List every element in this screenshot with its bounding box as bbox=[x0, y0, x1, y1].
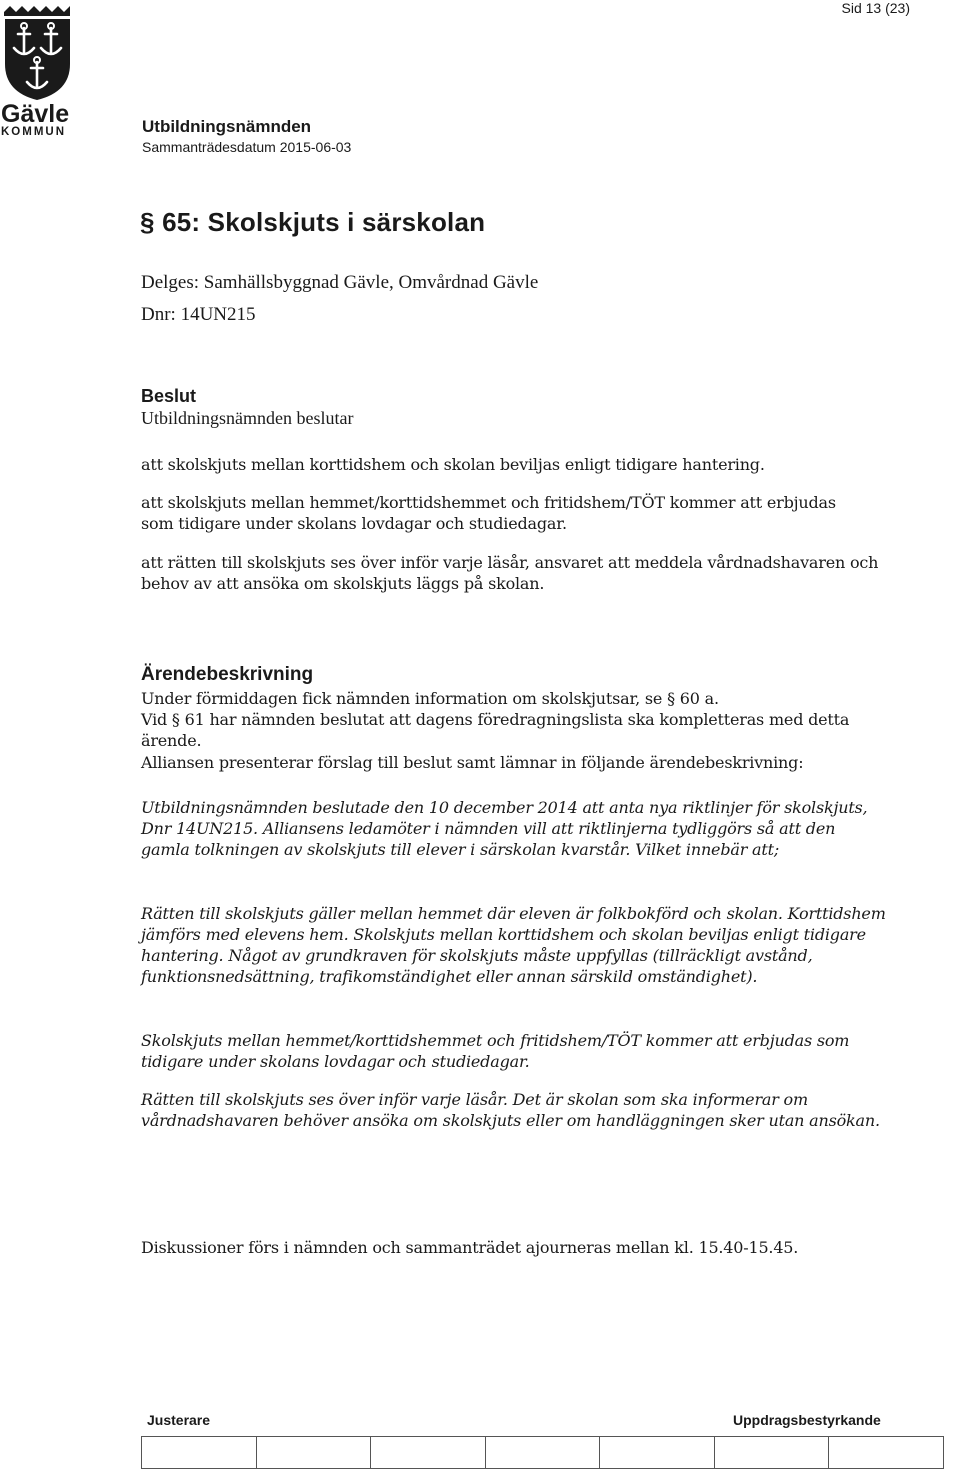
signature-box[interactable] bbox=[829, 1437, 944, 1469]
signature-boxes bbox=[141, 1436, 944, 1469]
signature-box[interactable] bbox=[485, 1437, 600, 1469]
section-title: § 65: Skolskjuts i särskolan bbox=[140, 207, 486, 237]
arende-line: Alliansen presenterar förslag till beslut samt lämnar in följande ärendebeskrivning: bbox=[141, 753, 804, 772]
arende-line: Under förmiddagen fick nämnden information om skolskjutsar, se § 60 a. bbox=[141, 689, 719, 708]
closing-line: Diskussioner förs i nämnden och sammanträdet ajourneras mellan kl. 15.40-15.45. bbox=[141, 1238, 799, 1257]
arende-heading: Ärendebeskrivning bbox=[141, 664, 314, 685]
signature-box[interactable] bbox=[256, 1437, 371, 1469]
beslut-intro: Utbildningsnämnden beslutar bbox=[141, 408, 354, 428]
signature-box[interactable] bbox=[600, 1437, 715, 1469]
quote-paragraph: Skolskjuts mellan hemmet/korttidshemmet och fritidshem/TÖT kommer att erbjudas som tidigare under skolans lovdagar och studiedagar. bbox=[141, 1031, 850, 1071]
quote-paragraph: Utbildningsnämnden beslutade den 10 december 2014 att anta nya riktlinjer för skolskjuts, Dnr 14UN215. Alliansens ledamöter i nämnden vill att riktlinjerna tydliggörs så att den gamla tolkningen av skolskjuts till elever i särskolan kvarstår. Vilket innebär att; bbox=[141, 798, 868, 859]
logo-name: Gävle bbox=[1, 100, 70, 128]
uppdragsbestyrkande-label: Uppdragsbestyrkande bbox=[733, 1412, 881, 1428]
arende-line: Vid § 61 har nämnden beslutat att dagens föredragningslista ska kompletteras med detta ärende. bbox=[141, 710, 850, 750]
beslut-item: att skolskjuts mellan hemmet/korttidshemmet och fritidshem/TÖT kommer att erbjudas som tidigare under skolans lovdagar och studiedagar. bbox=[141, 493, 836, 533]
beslut-item: att rätten till skolskjuts ses över inför varje läsår, ansvaret att meddela vårdnadshavaren och behov av att ansöka om skolskjuts läggs på skolan. bbox=[141, 553, 879, 593]
beslut-item: att skolskjuts mellan korttidshem och skolan beviljas enligt tidigare hantering. bbox=[141, 455, 765, 474]
signature-box[interactable] bbox=[714, 1437, 829, 1469]
dnr-line: Dnr: 14UN215 bbox=[141, 304, 256, 325]
gavle-kommun-logo bbox=[0, 4, 78, 136]
justerare-label: Justerare bbox=[147, 1412, 211, 1428]
quote-paragraph: Rätten till skolskjuts ses över inför varje läsår. Det är skolan som ska informerar om vårdnadshavaren behöver ansöka om skolskjuts eller om handläggningen sker utan ansökan. bbox=[141, 1090, 880, 1130]
committee-name: Utbildningsnämnden bbox=[142, 117, 312, 136]
meeting-date: Sammanträdesdatum 2015-06-03 bbox=[142, 139, 352, 155]
quote-paragraph: Rätten till skolskjuts gäller mellan hemmet där eleven är folkbokförd och skolan. Korttidshem jämförs med elevens hem. Skolskjuts mellan korttidshem och skolan beviljas enligt tidigare hantering. Något av grundkraven för skolskjuts måste uppfyllas (tillräckligt avstånd, funktionsnedsättning, trafikomständighet eller annan särskild omständighet). bbox=[141, 904, 886, 986]
page-number: Sid 13 (23) bbox=[841, 0, 910, 16]
signature-box[interactable] bbox=[371, 1437, 486, 1469]
delges-line: Delges: Samhällsbyggnad Gävle, Omvårdnad Gävle bbox=[141, 272, 539, 293]
logo-sub: KOMMUN bbox=[1, 126, 67, 136]
beslut-heading: Beslut bbox=[141, 386, 197, 406]
signature-box[interactable] bbox=[142, 1437, 257, 1469]
